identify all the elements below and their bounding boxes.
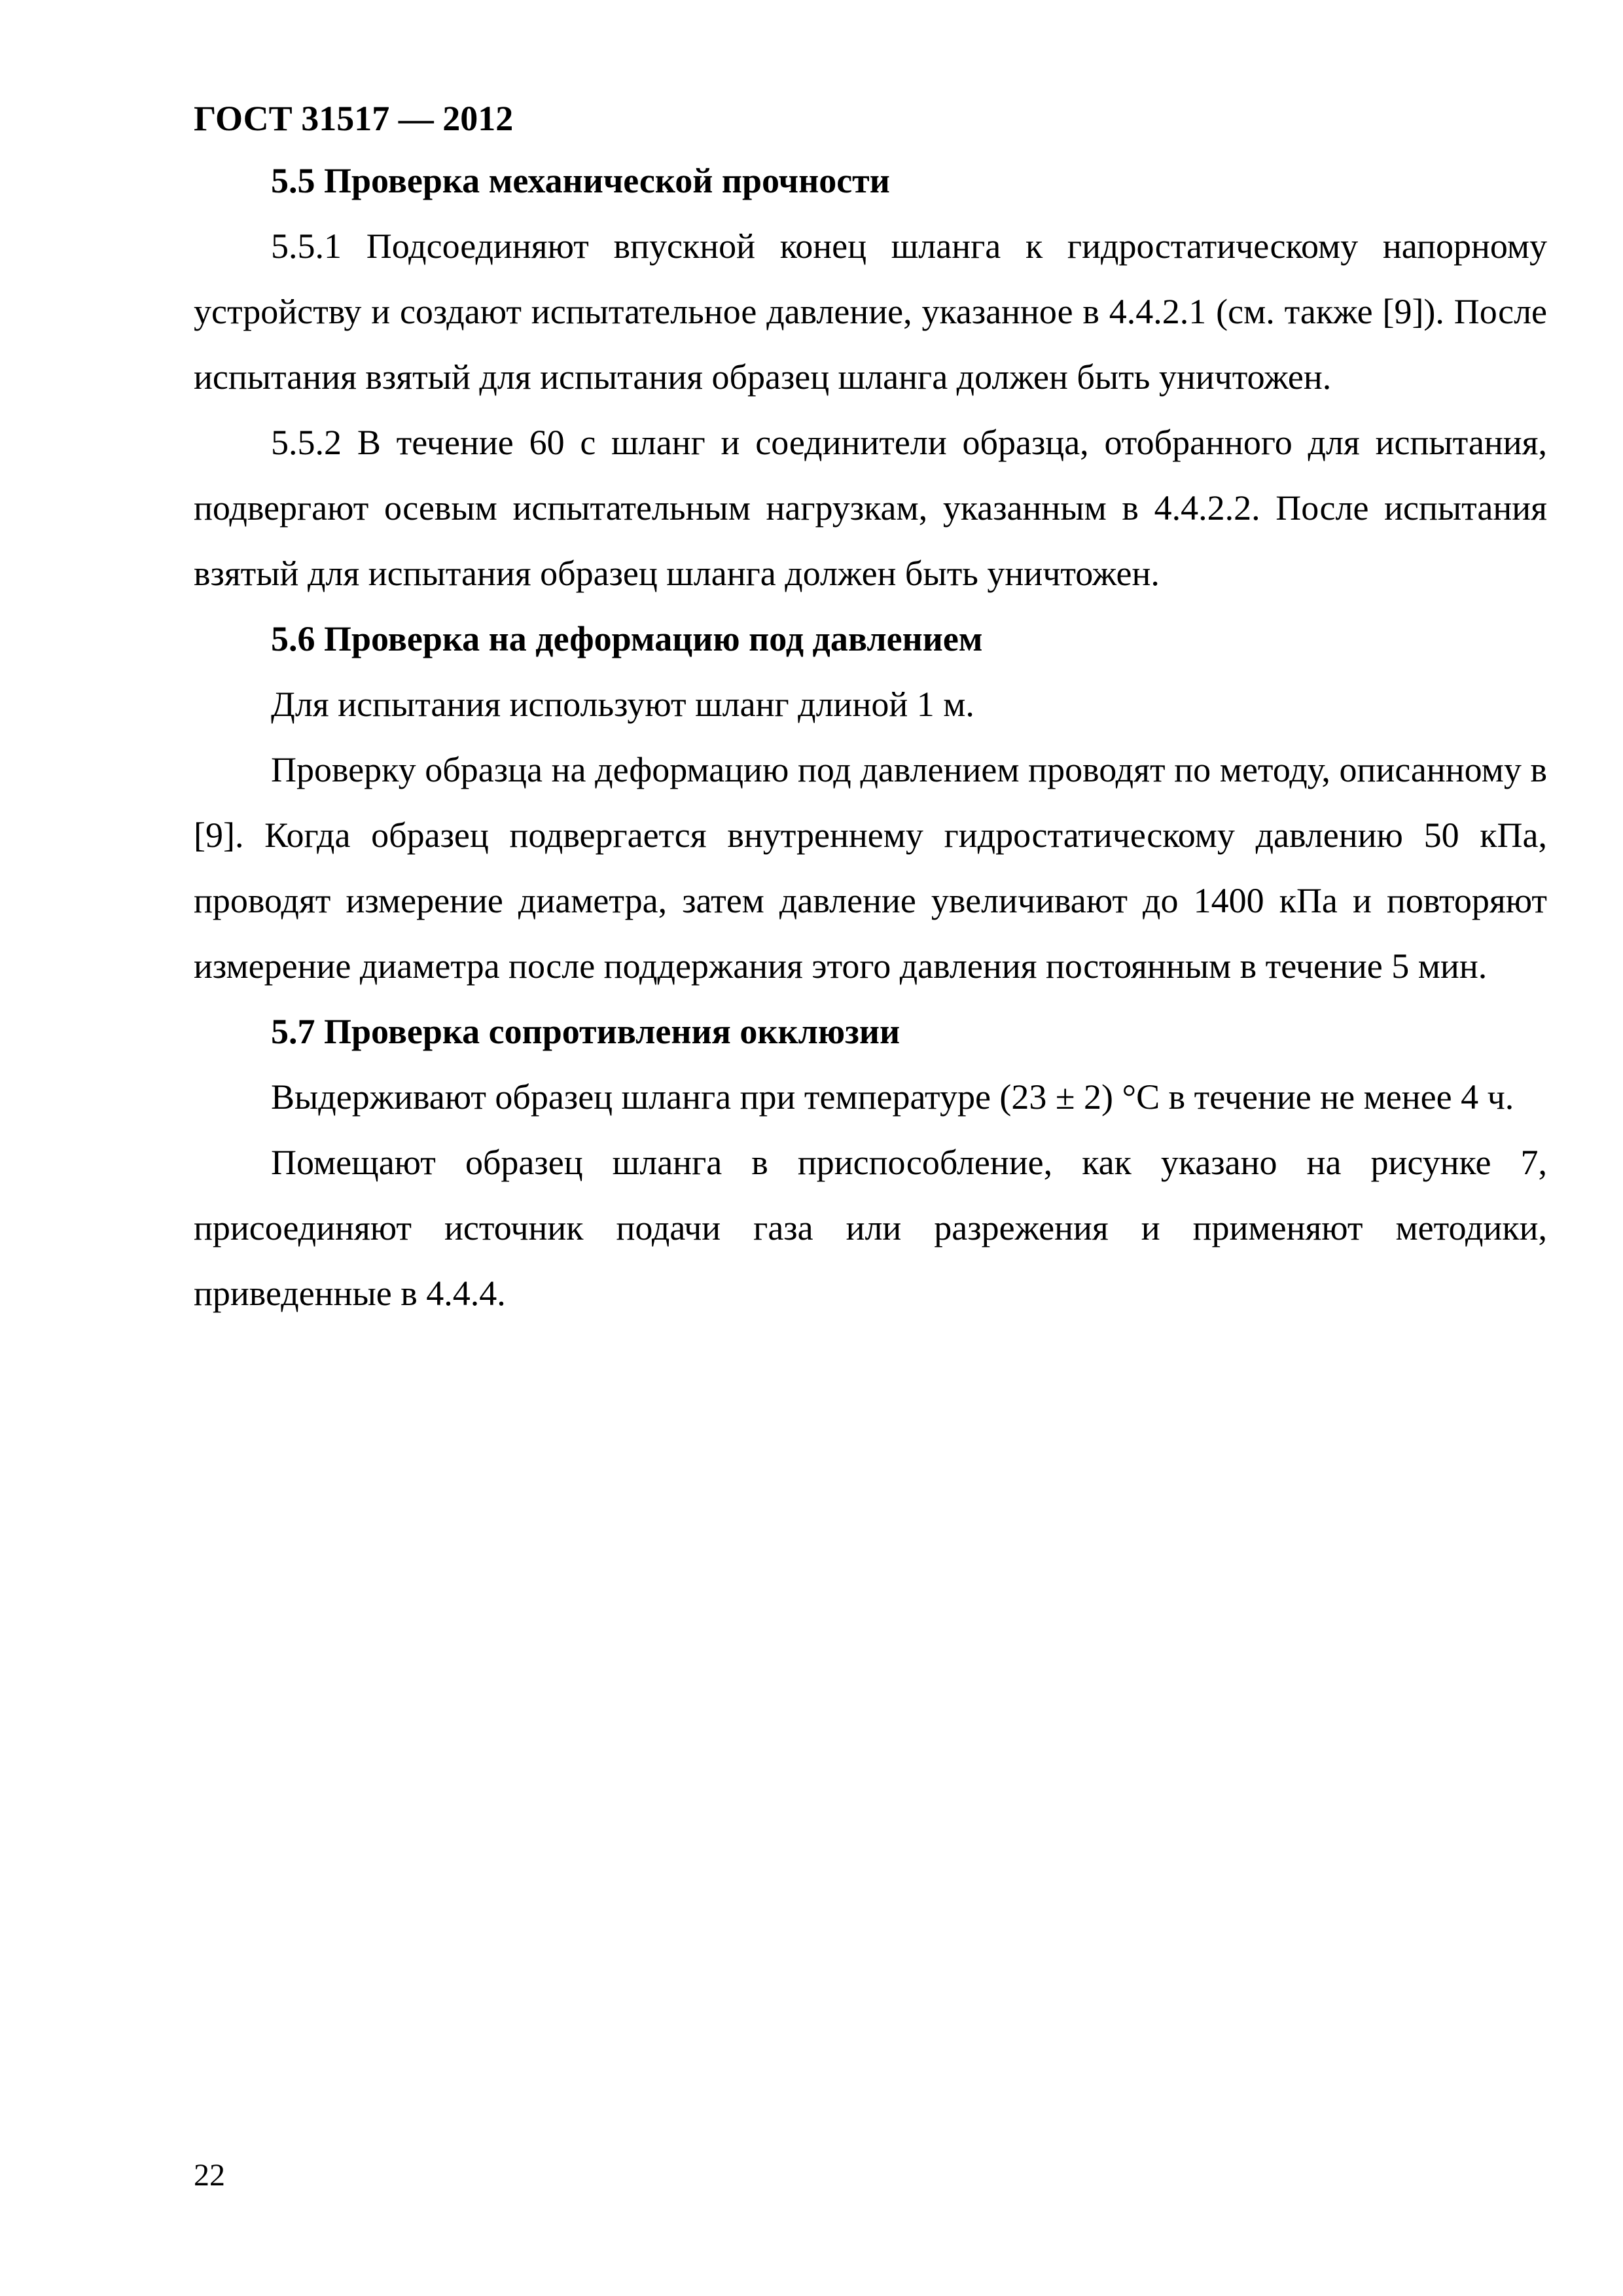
paragraph-5-5-2: 5.5.2 В течение 60 с шланг и соединители образца, отобранного для испытания, подвергают осевым испытательным нагрузкам, указанным в 4.4.2.2. После испытания взятый для испытания образец шланга должен быть уничтожен. [194, 423, 1547, 593]
page-number: 22 [194, 2158, 225, 2193]
document-header: ГОСТ 31517 — 2012 [194, 99, 514, 138]
paragraph-5-7-conditioning: Выдерживают образец шланга при температуре (23 ± 2) °С в течение не менее 4 ч. [271, 1077, 1514, 1117]
section-heading-5-6: 5.6 Проверка на деформацию под давлением [271, 619, 983, 658]
section-heading-5-5: 5.5 Проверка механической прочности [271, 161, 890, 200]
document-body [194, 148, 1547, 1326]
paragraph-5-6-sample-length: Для испытания используют шланг длиной 1 м. [271, 685, 974, 724]
paragraph-5-7-procedure: Помещают образец шланга в приспособление, как указано на рисунке 7, присоединяют источник подачи газа или разрежения и применяют методики, приведенные в 4.4.4. [194, 1143, 1547, 1313]
paragraph-5-5-1: 5.5.1 Подсоединяют впускной конец шланга к гидростатическому напорному устройству и создают испытательное давление, указанное в 4.4.2.1 (см. также [9]). После испытания взятый для испытания образец шланга должен быть уничтожен. [194, 226, 1547, 397]
section-heading-5-7: 5.7 Проверка сопротивления окклюзии [271, 1012, 901, 1051]
paragraph-5-6-method: Проверку образца на деформацию под давлением проводят по методу, описанному в [9]. Когда образец подвергается внутреннему гидростатическому давлению 50 кПа, проводят измерение диаметра, затем давление увеличивают до 1400 кПа и повторяют измерение диаметра после поддержания этого давления постоянным в течение 5 мин. [194, 750, 1547, 986]
